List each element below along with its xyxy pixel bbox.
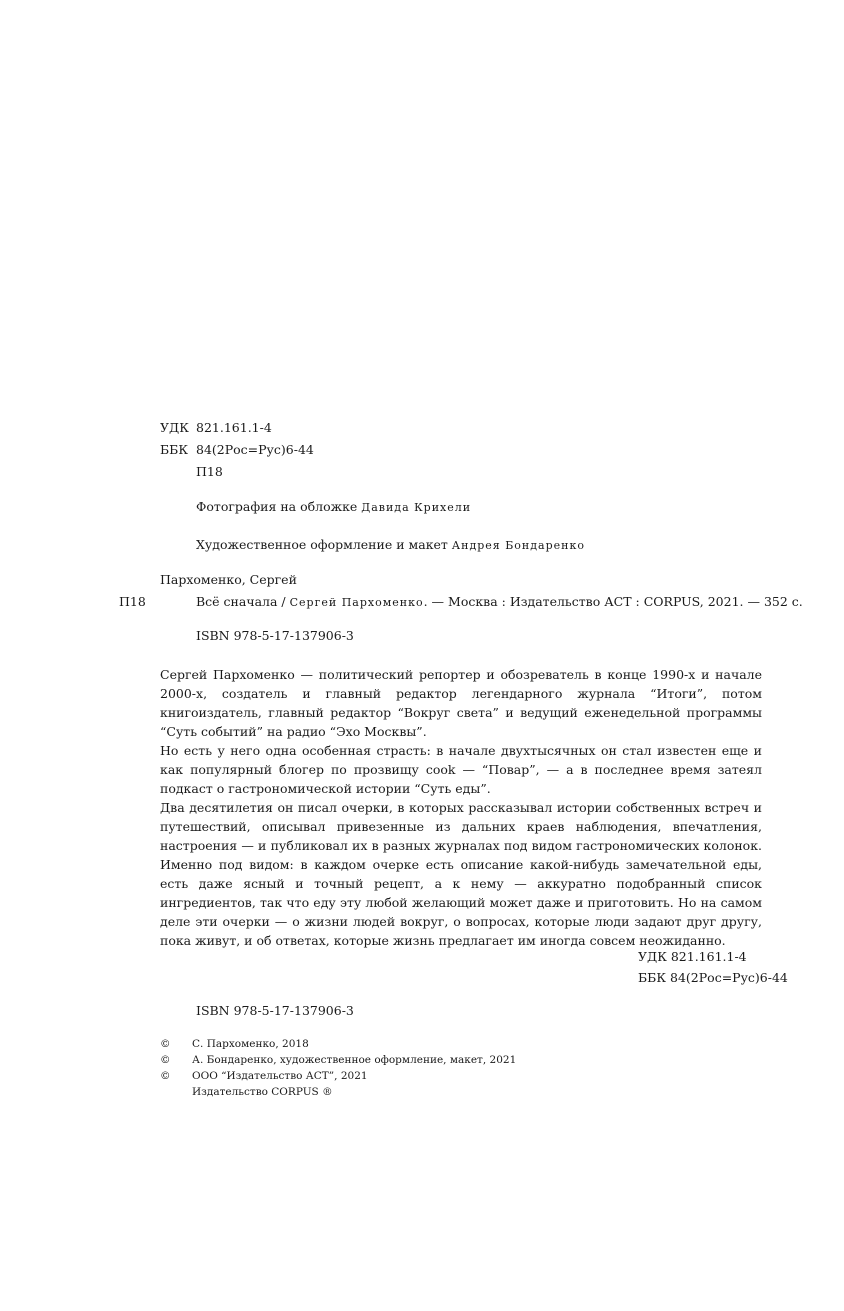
bottom-isbn: ISBN 978-5-17-137906-3 bbox=[196, 1003, 354, 1018]
copyright-icon: © bbox=[160, 1054, 171, 1066]
copyright-line-2 bbox=[160, 1052, 516, 1068]
record-isbn: ISBN 978-5-17-137906-3 bbox=[196, 628, 354, 643]
annotation bbox=[160, 665, 762, 950]
udk-value: 821.161.1-4 bbox=[196, 420, 272, 435]
publisher-line bbox=[160, 1084, 333, 1100]
copyright-text-2: А. Бондаренко, художественное оформление, макет, 2021 bbox=[192, 1054, 517, 1066]
udk-label: УДК bbox=[160, 420, 189, 435]
copyright-text-3: ООО “Издательство АСТ”, 2021 bbox=[192, 1070, 368, 1082]
publisher-text: Издательство CORPUS ® bbox=[192, 1086, 333, 1098]
copyright-line-3 bbox=[160, 1068, 368, 1084]
copyright-text-1: С. Пархоменко, 2018 bbox=[192, 1038, 309, 1050]
design-credit-prefix: Художественное оформление и макет bbox=[196, 537, 452, 552]
annotation-paragraph-2: Но есть у него одна особенная страсть: в начале двухтысячных он стал известен еще и как популярный блогер по прозвищу cook — “Повар”, — а в последнее время затеял подкаст о гастрономической истории “Суть еды”. bbox=[160, 743, 762, 796]
record-author-sc: Сергей Пархоменко bbox=[289, 596, 424, 609]
photo-credit-prefix: Фотография на обложке bbox=[196, 499, 362, 514]
annotation-paragraph-3: Два десятилетия он писал очерки, в которых рассказывал истории собственных встреч и путешествий, описывал привезенные из дальних краев наблюдения, впечатления, настроения — и публиковал их в разных журналах под видом гастрономических колонок. Именно под видом: в каждом очерке есть описание какой-нибудь замечательной еды, есть даже ясный и точный рецепт, а к нему — аккуратно подобранный список ингредиентов, так что еду эту любой желающий может даже и приготовить. Но на самом деле эти очерки — о жизни людей вокруг, о вопросах, которые люди задают друг другу, пока живут, и об ответах, которые жизнь предлагает им иногда совсем неожиданно. bbox=[160, 800, 762, 948]
bbk-label: ББК bbox=[160, 442, 189, 457]
copyright-icon: © bbox=[160, 1070, 171, 1082]
record-title: Всё сначала / bbox=[196, 594, 290, 609]
photo-credit bbox=[196, 499, 471, 516]
design-credit bbox=[196, 537, 585, 554]
author-heading: Пархоменко, Сергей bbox=[160, 572, 297, 587]
photo-credit-name: Давида Крихели bbox=[361, 501, 472, 514]
annotation-paragraph-1: Сергей Пархоменко — политический репортер и обозреватель в конце 1990-х и начале 2000-х, создатель и главный редактор легендарного журнала “Итоги”, потом книгоиздатель, главный редактор “Вокруг света” и ведущий еженедельной программы “Суть событий” на радио “Эхо Москвы”. bbox=[160, 667, 762, 739]
design-credit-name: Андрея Бондаренко bbox=[451, 539, 585, 552]
copyright-icon: © bbox=[160, 1038, 171, 1050]
author-mark: П18 bbox=[196, 464, 223, 479]
record-title-line bbox=[196, 594, 803, 611]
record-imprint: . — Москва : Издательство АСТ : CORPUS, 2021. — 352 с. bbox=[423, 594, 803, 609]
right-bbk: ББК 84(2Рос=Рус)6-44 bbox=[638, 970, 788, 985]
copyright-line-1 bbox=[160, 1036, 309, 1052]
margin-author-mark: П18 bbox=[119, 594, 146, 609]
right-udk: УДК 821.161.1-4 bbox=[638, 949, 747, 964]
bbk-value: 84(2Рос=Рус)6-44 bbox=[196, 442, 314, 457]
